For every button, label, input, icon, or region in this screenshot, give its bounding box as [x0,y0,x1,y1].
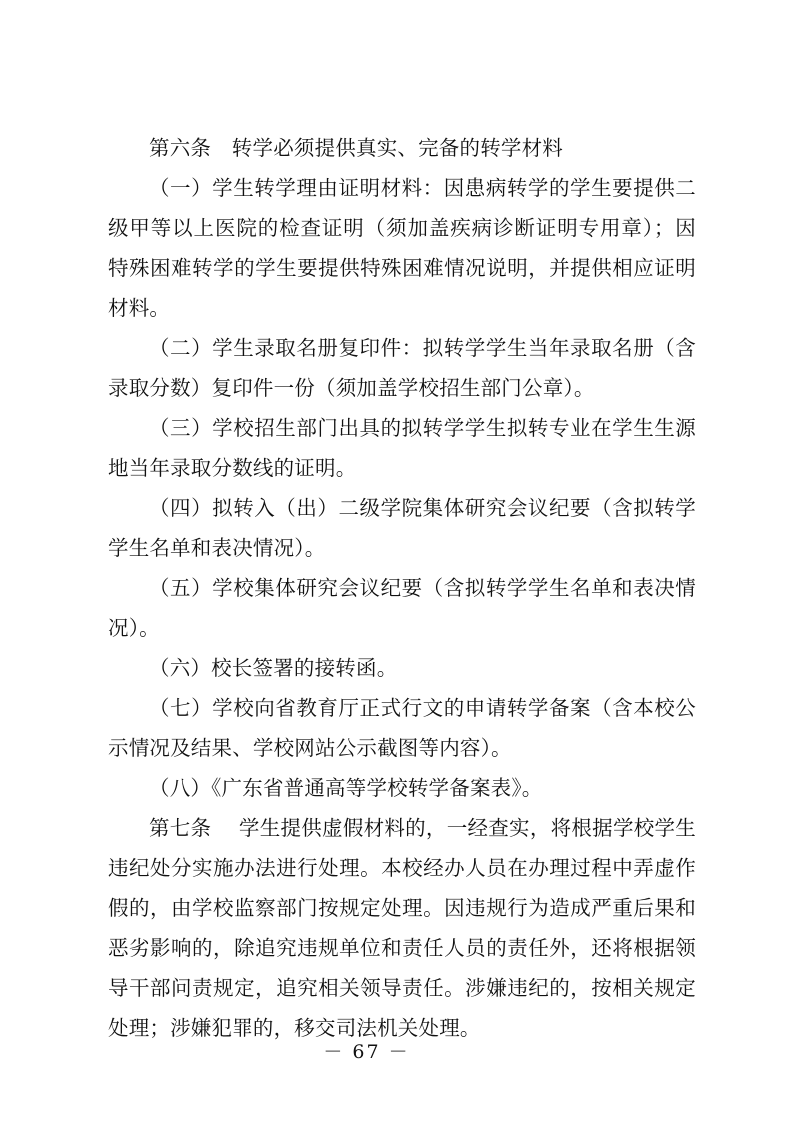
clause-item-2: （二）学生录取名册复印件：拟转学学生当年录取名册（含录取分数）复印件一份（须加盖学校招生部门公章）。 [108,336,696,400]
page-number [0,1037,793,1064]
page-number-text: － 67 － [323,1041,410,1063]
clause-item-1: （一）学生转学理由证明材料：因患病转学的学生要提供二级甲等以上医院的检查证明（须加盖疾病诊断证明专用章）；因特殊困难转学的学生要提供特殊困难情况说明，并提供相应证明材料。 [108,176,696,320]
clause-item-8: （八）《广东省普通高等学校转学备案表》。 [149,776,543,800]
clause-item-4: （四）拟转入（出）二级学院集体研究会议纪要（含拟转学学生名单和表决情况）。 [108,496,696,560]
clause-item-5: （五）学校集体研究会议纪要（含拟转学学生名单和表决情况）。 [108,576,696,640]
article-6-heading: 第六条 转学必须提供真实、完备的转学材料 [149,136,563,160]
article-7-paragraph: 第七条 学生提供虚假材料的，一经查实，将根据学校学生违纪处分实施办法进行处理。本校经办人员在办理过程中弄虚作假的，由学校监察部门按规定处理。因违规行为造成严重后果和恶劣影响的，除追究违规单位和责任人员的责任外，还将根据领导干部问责规定，追究相关领导责任。涉嫌违纪的，按相关规定处理；涉嫌犯罪的，移交司法机关处理。 [108,816,696,1040]
clause-item-7: （七）学校向省教育厅正式行文的申请转学备案（含本校公示情况及结果、学校网站公示截图等内容）。 [108,696,696,760]
page-body-text [108,128,696,1048]
clause-item-6: （六）校长签署的接转函。 [149,656,398,680]
clause-item-3: （三）学校招生部门出具的拟转学学生拟转专业在学生生源地当年录取分数线的证明。 [108,416,696,480]
